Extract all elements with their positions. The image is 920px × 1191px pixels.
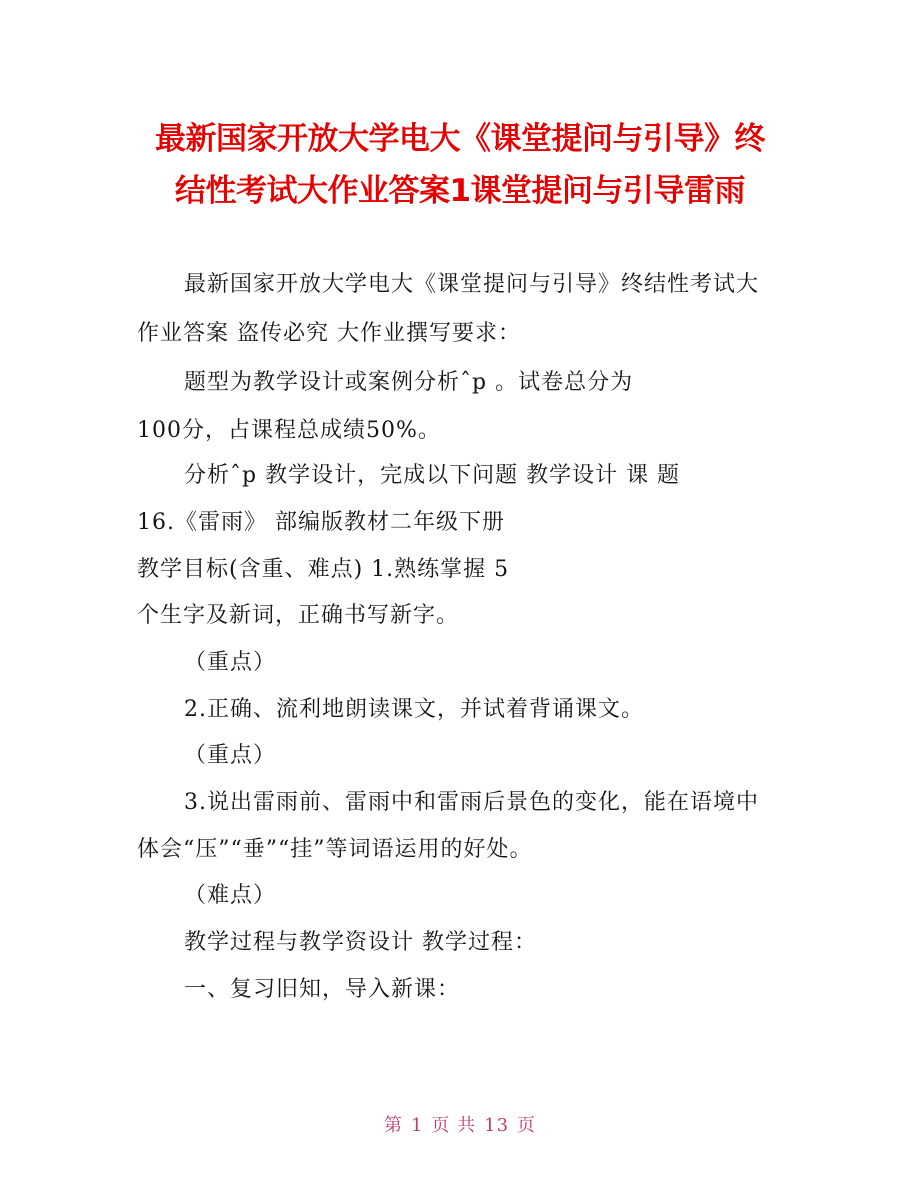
body-line: 16.《雷雨》 部编版教材二年级下册: [137, 510, 505, 535]
body-line: 题型为教学设计或案例分析ˆp 。试卷总分为: [184, 370, 634, 395]
footer-prefix: 第: [383, 1115, 403, 1136]
footer-page-number: 1: [410, 1115, 424, 1136]
body-line: 一、复习旧知，导入新课：: [184, 977, 461, 1002]
body-line: （难点）: [184, 883, 277, 908]
body-line: 体会“压”“垂”“挂”等词语运用的好处。: [137, 837, 533, 862]
body-line: （重点）: [184, 743, 277, 768]
body-line: 个生字及新词，正确书写新字。: [137, 603, 460, 628]
body-line: 作业答案 盗传必究 大作业撰写要求：: [137, 321, 521, 346]
body-line: 最新国家开放大学电大《课堂提问与引导》终结性考试大: [184, 272, 760, 297]
page-footer: [0, 1115, 920, 1137]
footer-page-total: 13: [484, 1115, 510, 1136]
body-line: 100分，占课程总成绩50%。: [137, 418, 441, 443]
document-title-line-1: 最新国家开放大学电大《课堂提问与引导》终: [155, 121, 765, 157]
body-line: （重点）: [184, 650, 277, 675]
body-line: 分析ˆp 教学设计，完成以下问题 教学设计 课 题: [184, 463, 681, 488]
document-title-line-2: 结性考试大作业答案1课堂提问与引导雷雨: [174, 173, 746, 209]
body-line: 教学目标(含重、难点) 1.熟练掌握 5: [137, 557, 510, 582]
footer-suffix: 页: [517, 1115, 537, 1136]
body-line: 教学过程与教学资设计 教学过程：: [184, 930, 537, 955]
footer-mid: 页 共: [431, 1115, 477, 1136]
body-line: 2.正确、流利地朗读课文，并试着背诵课文。: [184, 697, 644, 722]
body-line: 3.说出雷雨前、雷雨中和雷雨后景色的变化，能在语境中: [184, 790, 759, 815]
